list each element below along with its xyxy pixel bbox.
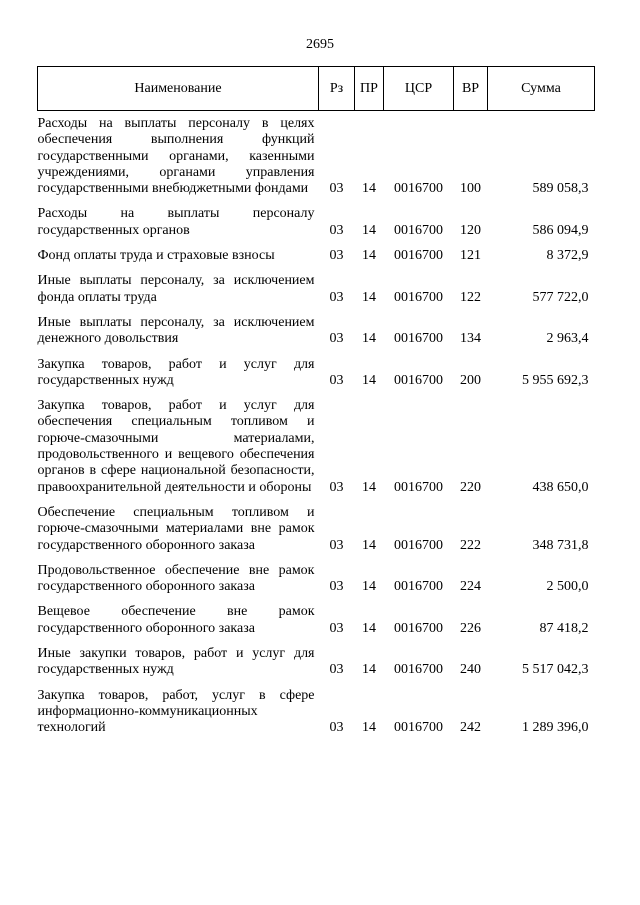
table-row (38, 306, 595, 348)
cell-rz: 03 (329, 248, 344, 264)
table-row (38, 679, 595, 737)
cell-csr: 0016700 (394, 289, 443, 305)
cell-csr: 0016700 (394, 372, 443, 388)
table-row (38, 111, 595, 198)
cell-rz: 03 (329, 662, 344, 678)
table-body (38, 111, 595, 737)
cell-sum: 5 955 692,3 (522, 372, 589, 388)
page-number: 2695 (306, 37, 334, 52)
cell-sum: 589 058,3 (532, 181, 589, 197)
cell-pr: 14 (362, 720, 376, 736)
header-sum: Сумма (488, 67, 595, 111)
table-header (38, 67, 595, 111)
cell-vr: 224 (460, 579, 481, 595)
header-csr: ЦСР (384, 67, 454, 111)
cell-name: Вещевое обеспечение вне рамок государственного оборонного заказа (37, 604, 315, 636)
table-row (38, 239, 595, 264)
cell-name: Расходы на выплаты персоналу государственных органов (37, 206, 315, 238)
cell-csr: 0016700 (394, 248, 443, 264)
cell-rz: 03 (329, 620, 344, 636)
cell-rz: 03 (329, 537, 344, 553)
budget-table (37, 66, 595, 737)
cell-pr: 14 (362, 372, 376, 388)
table-row (38, 496, 595, 554)
table-row (38, 389, 595, 496)
cell-sum: 577 722,0 (532, 289, 589, 305)
cell-name: Закупка товаров, работ и услуг для обеспечения специальным топливом и горюче-смазочными материалами, продовольственного и вещевого обеспечения органов в сфере национальной безопасности, правоохранительной деятельности и обороны (37, 398, 315, 495)
cell-name: Иные выплаты персоналу, за исключением денежного довольствия (37, 314, 315, 347)
cell-csr: 0016700 (394, 331, 443, 347)
cell-csr: 0016700 (394, 222, 443, 238)
cell-pr: 14 (362, 662, 376, 678)
cell-pr: 14 (362, 620, 376, 636)
cell-rz: 03 (329, 479, 344, 495)
cell-pr: 14 (362, 579, 376, 595)
cell-name: Обеспечение специальным топливом и горюче-смазочными материалами вне рамок государственного оборонного заказа (37, 504, 315, 553)
cell-csr: 0016700 (394, 620, 443, 636)
header-rz: Рз (319, 67, 355, 111)
cell-sum: 438 650,0 (532, 479, 589, 495)
cell-pr: 14 (362, 289, 376, 305)
cell-csr: 0016700 (394, 720, 443, 736)
cell-name: Закупка товаров, работ и услуг для государственных нужд (37, 356, 315, 388)
table-row (38, 637, 595, 679)
cell-vr: 122 (460, 289, 481, 305)
table-row (38, 595, 595, 637)
cell-pr: 14 (362, 222, 376, 238)
cell-sum: 2 963,4 (546, 331, 589, 347)
cell-pr: 14 (362, 479, 376, 495)
cell-csr: 0016700 (394, 662, 443, 678)
cell-rz: 03 (329, 222, 344, 238)
cell-vr: 120 (460, 222, 481, 238)
cell-sum: 87 418,2 (539, 620, 589, 636)
cell-rz: 03 (329, 579, 344, 595)
cell-name: Иные закупки товаров, работ и услуг для государственных нужд (37, 646, 315, 678)
cell-pr: 14 (362, 181, 376, 197)
header-row (38, 67, 595, 111)
cell-csr: 0016700 (394, 479, 443, 495)
cell-vr: 220 (460, 479, 481, 495)
cell-pr: 14 (362, 248, 376, 264)
cell-vr: 226 (460, 620, 481, 636)
cell-rz: 03 (329, 181, 344, 197)
table-row (38, 197, 595, 239)
cell-rz: 03 (329, 289, 344, 305)
cell-vr: 134 (460, 331, 481, 347)
cell-name: Расходы на выплаты персоналу в целях обеспечения выполнения функций государственными органами, казенными учреждениями, органами управления государственными внебюджетными фондами (37, 116, 315, 197)
cell-vr: 100 (460, 181, 481, 197)
cell-sum: 1 289 396,0 (522, 720, 589, 736)
table-row (38, 554, 595, 596)
cell-pr: 14 (362, 331, 376, 347)
header-pr: ПР (355, 67, 384, 111)
cell-sum: 586 094,9 (532, 222, 589, 238)
cell-vr: 200 (460, 372, 481, 388)
cell-pr: 14 (362, 537, 376, 553)
cell-name: Фонд оплаты труда и страховые взносы (37, 248, 275, 264)
cell-sum: 348 731,8 (532, 537, 589, 553)
cell-csr: 0016700 (394, 181, 443, 197)
header-name: Наименование (38, 67, 319, 111)
cell-vr: 222 (460, 537, 481, 553)
cell-rz: 03 (329, 331, 344, 347)
cell-csr: 0016700 (394, 579, 443, 595)
cell-sum: 5 517 042,3 (522, 662, 589, 678)
cell-sum: 8 372,9 (546, 248, 589, 264)
cell-vr: 121 (460, 248, 481, 264)
cell-csr: 0016700 (394, 537, 443, 553)
cell-name: Закупка товаров, работ, услуг в сфере информационно-коммуникационных технологий (37, 687, 315, 736)
cell-vr: 242 (460, 720, 481, 736)
cell-name: Продовольственное обеспечение вне рамок государственного оборонного заказа (37, 562, 315, 595)
cell-name: Иные выплаты персоналу, за исключением фонда оплаты труда (37, 273, 315, 305)
cell-rz: 03 (329, 720, 344, 736)
cell-sum: 2 500,0 (546, 579, 589, 595)
table-row (38, 264, 595, 306)
header-vr: ВР (454, 67, 488, 111)
cell-vr: 240 (460, 662, 481, 678)
cell-rz: 03 (329, 372, 344, 388)
table-row (38, 348, 595, 390)
